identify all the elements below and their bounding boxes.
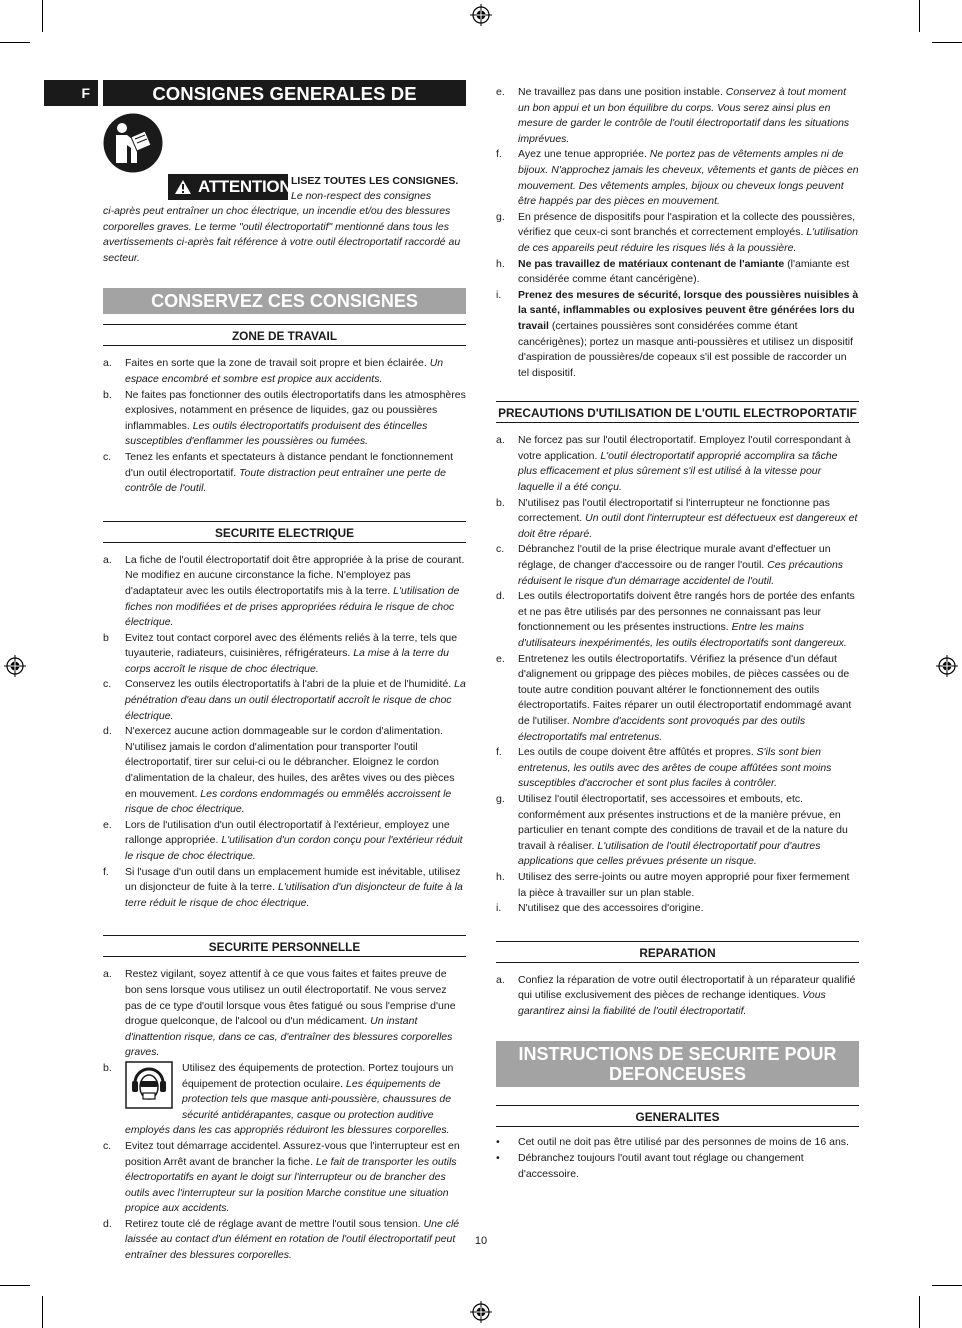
registration-mark-icon	[470, 1301, 492, 1323]
intro-inline-text: Le non-respect des consignes	[291, 190, 432, 202]
item-consequence-text: L'utilisation d'un cordon conçu pour l'extérieur réduit le risque de choc électrique.	[125, 834, 463, 862]
item-text: Utilisez l'outil électroportatif, ses accessoires et embouts, etc. conformément aux présentes instructions et de la manière prévue, en particulier en tenant compte des conditions de travail et de la nature du travail à réaliser.	[518, 792, 848, 852]
attention-label: ATTENTION	[198, 177, 292, 196]
section-items	[496, 433, 859, 916]
item-letter: e.	[103, 818, 112, 831]
registration-mark-icon	[470, 4, 492, 26]
item-text: N'utilisez que des accessoires d'origine.	[518, 902, 704, 915]
item-letter: i.	[496, 288, 502, 301]
item-letter: a.	[496, 973, 505, 986]
section-heading: PRECAUTIONS D'UTILISATION DE L'OUTIL ELECTROPORTATIF	[496, 401, 859, 423]
section-heading: ZONE DE TRAVAIL	[103, 324, 466, 346]
list-item	[496, 870, 859, 901]
item-consequence-text: Les outils électroportatifs produisent des étincelles susceptibles d'enflammer les poussières ou fumées.	[125, 419, 428, 448]
read-manual-icon	[103, 113, 163, 173]
crop-mark	[932, 1285, 962, 1286]
item-consequence-text: Conservez à tout moment un bon appui et un bon équilibre du corps. Vous serez ainsi plus en mesure de garder le contrôle de l'outil électroportatif dans les situations imprévues.	[518, 86, 850, 145]
list-item	[103, 356, 466, 387]
crop-mark	[42, 0, 43, 32]
item-letter: c.	[103, 678, 112, 691]
item-text: Conservez les outils électroportatifs à l'abri de la pluie et de l'humidité.	[125, 678, 452, 691]
item-consequence-text: Nombre d'accidents sont provoqués par des outils électroportatifs mal entretenus.	[518, 714, 806, 743]
bullet-list	[496, 1135, 859, 1182]
item-bold-text: Prenez des mesures de sécurité, lorsque des poussières nuisibles à la santé, inflammables ou explosives peuvent être générées lors du travail	[518, 288, 859, 332]
item-letter: c.	[103, 450, 112, 463]
item-consequence-text: Un instant d'inattention risque, dans ce cas, d'entraîner des blessures corporelles graves.	[125, 1015, 453, 1059]
page-number: 10	[474, 1235, 488, 1247]
list-item	[496, 901, 859, 917]
item-letter: e.	[496, 86, 505, 98]
item-consequence-text: Ces précautions réduisent le risque d'un démarrage accidentel de l'outil.	[518, 559, 844, 587]
read-all-text: LISEZ TOUTES LES CONSIGNES.	[291, 175, 459, 187]
bullet-text: Débranchez toujours l'outil avant tout réglage ou changement d'accessoire.	[518, 1152, 804, 1180]
list-item	[103, 1139, 466, 1217]
item-letter: a.	[496, 434, 505, 447]
item-letter: g.	[496, 210, 505, 223]
item-text: N'utilisez pas l'outil électroportatif si l'interrupteur ne fonctionne pas correctement.	[518, 496, 830, 525]
item-letter: b	[103, 631, 109, 644]
item-consequence-text: Vous garantirez ainsi la fiabilité de l'outil électroportatif.	[518, 989, 826, 1017]
item-text: (certaines poussières sont considérées comme étant cancérigènes); portez un masque anti-poussières et utilisez un dispositif d'aspiration de poussières/de copeaux s'il est possible de raccorder un tel dispositif.	[518, 319, 854, 379]
item-consequence-text: L'utilisation de l'outil électroportatif pour d'autres applications que celles prévues présente un risque.	[518, 839, 821, 868]
list-item	[496, 589, 859, 651]
item-letter: d.	[103, 725, 112, 738]
item-consequence-text: L'outil électroportatif approprié accomplira sa tâche plus efficacement et plus sûrement s'il est utilisé à la vitesse pour laquelle il a été conçu.	[518, 449, 838, 494]
list-item	[496, 433, 859, 495]
section-items	[103, 356, 466, 496]
intro-text: ci-après peut entraîner un choc électrique, un incendie et/ou des blessures corporelles graves. Le terme "outil électroportatif" mentionné dans tous les avertissements ci-après fait référence à votre outil électroportatif raccordé au secteur.	[103, 205, 461, 264]
item-letter: c.	[496, 543, 505, 556]
bullet-item	[496, 1151, 859, 1182]
list-item	[496, 542, 859, 589]
item-consequence-text: Le fait de transporter les outils électroportatifs en ayant le doigt sur l'interrupteur ou de brancher des outils avec l'interrupteur sur la position Marche constitue une situation propice aux accidents.	[125, 1155, 457, 1215]
left-column	[103, 80, 466, 1264]
item-consequence-text: Les cordons endommagés ou emmêlés accroissent le risque de choc électrique.	[125, 787, 452, 816]
item-letter: a.	[103, 968, 112, 981]
item-text: Ne travaillez pas dans une position instable.	[518, 86, 723, 98]
item-text: Ne forcez pas sur l'outil électroportatif. Employez l'outil correspondant à votre application.	[518, 434, 851, 462]
item-text: Utilisez des équipements de protection. Portez toujours un équipement de protection oculaire.	[182, 1061, 454, 1090]
list-item	[103, 631, 466, 678]
generalites-title: GENERALITES	[496, 1105, 859, 1127]
item-text: Confiez la réparation de votre outil électroportatif à un réparateur qualifié qui utilise exclusivement des pièces de rechange identiques.	[518, 973, 856, 1002]
item-letter: a.	[103, 357, 112, 370]
list-item	[103, 553, 466, 631]
continued-items	[496, 85, 859, 381]
item-letter: f.	[496, 148, 502, 161]
item-letter: f.	[103, 865, 109, 878]
item-text: Restez vigilant, soyez attentif à ce que vous faites et faites preuve de bon sens lorsque vous utilisez un outil électroportatif. Ne vous servez pas de ce type d'outil lorsque vous êtes fatigué ou sous l'emprise d'une drogue quelconque, de l'alcool ou d'un médicament.	[125, 968, 456, 1028]
list-item	[496, 792, 859, 870]
item-text: Faites en sorte que la zone de travail soit propre et bien éclairée.	[125, 357, 427, 370]
bullet-item	[496, 1135, 859, 1151]
item-letter: g.	[496, 792, 505, 805]
item-letter: d.	[103, 1217, 112, 1230]
registration-mark-icon	[936, 655, 958, 677]
item-letter: d.	[496, 590, 505, 603]
item-text: (l'amiante est considérée comme étant cancérigène).	[518, 257, 850, 286]
item-letter: f.	[496, 746, 502, 759]
item-text: Les outils de coupe doivent être affûtés et propres.	[518, 746, 754, 759]
list-item	[103, 724, 466, 818]
intro-header	[291, 174, 466, 204]
item-text: Débranchez l'outil de la prise électrique murale avant d'effectuer un réglage, de changer d'accessoire ou de ranger l'outil.	[518, 543, 831, 572]
item-letter: i.	[496, 902, 502, 915]
conserve-title: CONSERVEZ CES CONSIGNES	[103, 288, 466, 314]
list-item	[496, 496, 859, 543]
crop-mark	[932, 42, 962, 43]
crop-mark	[0, 42, 30, 43]
item-consequence-text: L'utilisation de ces appareils peut réduire les risques liés à la poussière.	[518, 226, 858, 254]
item-text: Retirez toute clé de réglage avant de mettre l'outil sous tension.	[125, 1217, 421, 1230]
item-text: Evitez tout contact corporel avec des éléments reliés à la terre, tels que tuyauterie, radiateurs, cuisinières, réfrigérateurs.	[125, 631, 458, 660]
item-consequence-text: Toute distraction peut entraîner une perte de contrôle de l'outil.	[125, 466, 446, 495]
section-items	[496, 973, 859, 1020]
section-items	[103, 553, 466, 912]
list-item	[496, 973, 859, 1020]
item-text: N'exercez aucune action dommageable sur le cordon d'alimentation. N'utilisez jamais le cordon d'alimentation pour transporter l'outil électroportatif, tirer sur celui-ci ou le débrancher. Eloignez le cordon d'alimentation de la chaleur, des huiles, des arêtes vives ou des pièces en mouvement.	[125, 725, 455, 800]
item-consequence-text: Entre les mains d'utilisateurs inexpérimentés, les outils électroportatifs sont dangereux.	[518, 621, 847, 649]
item-text: Si l'usage d'un outil dans un emplacement humide est inévitable, utilisez un disjoncteur de fuite à la terre.	[125, 865, 461, 894]
item-letter: h.	[496, 870, 505, 883]
section-items	[103, 967, 466, 1263]
item-text: La fiche de l'outil électroportatif doit être appropriée à la prise de courant. Ne modifiez en aucune circonstance la fiche. N'employez pas d'adaptateur avec les outils électroportatifs mis à la terre.	[125, 553, 465, 597]
list-item	[496, 257, 859, 288]
warning-triangle-icon	[174, 179, 192, 195]
list-item	[103, 450, 466, 497]
item-text: Les outils électroportatifs doivent être rangés hors de portée des enfants et ne pas être utilisés par des personnes ne connaissant pas leur fonctionnement ou les présentes instructions.	[518, 590, 855, 634]
item-consequence-text: La mise à la terre du corps accroît le risque de choc électrique.	[125, 647, 449, 675]
item-consequence-text: Un outil dont l'interrupteur est défectueux est dangereux et doit être réparé.	[518, 512, 858, 540]
protective-gear-icon	[125, 1061, 173, 1109]
list-item	[103, 388, 466, 450]
list-item	[496, 745, 859, 792]
crop-mark	[42, 1296, 43, 1328]
registration-mark-icon	[4, 655, 26, 677]
item-letter: c.	[103, 1139, 112, 1152]
item-text: En présence de dispositifs pour l'aspiration et la collecte des poussières, vérifiez que ceux-ci sont branchés et correctement employés.	[518, 210, 856, 239]
item-letter: e.	[496, 652, 505, 665]
main-title: CONSIGNES GENERALES DE SECURITE	[103, 80, 466, 106]
item-consequence-text: La pénétration d'eau dans un outil électroportatif accroît le risque de choc électrique.	[125, 678, 466, 722]
item-consequence-text: Un espace encombré et sombre est propice aux accidents.	[125, 357, 444, 385]
list-item	[496, 652, 859, 746]
list-item	[103, 1061, 466, 1139]
item-text: Entretenez les outils électroportatifs. Vérifiez la présence d'un défaut d'alignement ou grippage des pièces mobiles, de pièces cassées ou de toute autre condition pouvant altérer le fonctionnement des outils électroportatifs. Faites réparer un outil électroportatif endommagé avant de l'utiliser.	[518, 652, 852, 727]
section-heading: REPARATION	[496, 941, 859, 963]
crop-mark	[919, 1296, 920, 1328]
item-consequence-text: L'utilisation d'un disjoncteur de fuite à la terre réduit le risque de choc électrique.	[125, 881, 463, 909]
bullet-icon: •	[496, 1136, 500, 1149]
bullet-icon: •	[496, 1152, 500, 1165]
item-text: Lors de l'utilisation d'un outil électroportatif à l'extérieur, employez une rallonge appropriée.	[125, 818, 450, 847]
attention-badge	[168, 174, 292, 200]
list-item	[496, 85, 859, 147]
item-letter: a.	[103, 553, 112, 566]
list-item	[103, 818, 466, 865]
instructions-title: INSTRUCTIONS DE SECURITE POUR DEFONCEUSES	[496, 1041, 859, 1087]
language-tab: F	[44, 80, 98, 106]
item-consequence-text: Les équipements de protection tels que masque anti-poussière, chaussures de sécurité antidérapantes, casque ou protection auditive employés dans les cas appropriés réduiront les blessures corporelles.	[125, 1077, 452, 1137]
item-consequence-text: Une clé laissée au contact d'un élément en rotation de l'outil électroportatif peut entraîner des blessures corporelles.	[125, 1217, 460, 1262]
item-bold-text: Ne pas travaillez de matériaux contenant de l'amiante	[518, 257, 785, 270]
item-letter: b.	[103, 1061, 112, 1074]
item-text: Utilisez des serre-joints ou autre moyen approprié pour fixer fermement la pièce à travailler sur un plan stable.	[518, 870, 850, 899]
item-consequence-text: S'ils sont bien entretenus, les outils avec des arêtes de coupe affûtées sont moins susceptibles d'accrocher et sont plus faciles à contrôler.	[518, 746, 832, 790]
section-heading: SECURITE ELECTRIQUE	[103, 521, 466, 543]
item-letter: b.	[496, 496, 505, 509]
crop-mark	[919, 0, 920, 32]
left-sections	[103, 324, 466, 1263]
list-item	[103, 865, 466, 912]
section-heading: SECURITE PERSONNELLE	[103, 935, 466, 957]
item-letter: b.	[103, 388, 112, 401]
list-item	[496, 288, 859, 382]
crop-mark	[0, 1285, 30, 1286]
list-item	[103, 967, 466, 1061]
right-sections	[496, 401, 859, 1019]
item-text: Ayez une tenue appropriée.	[518, 148, 647, 161]
item-consequence-text: L'utilisation de fiches non modifiées et de prises appropriées réduira le risque de choc électrique.	[125, 584, 460, 629]
bullet-text: Cet outil ne doit pas être utilisé par des personnes de moins de 16 ans.	[518, 1136, 849, 1149]
item-text: Ne faites pas fonctionner des outils électroportatifs dans les atmosphères explosives, notamment en présence de liquides, gaz ou poussières inflammables.	[125, 388, 466, 432]
item-letter: h.	[496, 257, 505, 270]
list-item	[496, 210, 859, 257]
right-column	[496, 85, 859, 1182]
list-item	[103, 677, 466, 724]
item-consequence-text: Ne portez pas de vêtements amples ni de bijoux. N'approchez jamais les cheveux, vêtements et gants de pièces en mouvement. Des vêtements amples, bijoux ou cheveux longs peuvent être happés par des pièces en mouvement.	[518, 148, 859, 208]
list-item	[496, 147, 859, 209]
warning-block	[103, 113, 466, 202]
item-text: Tenez les enfants et spectateurs à distance pendant le fonctionnement d'un outil électroportatif.	[125, 450, 454, 479]
item-text: Evitez tout démarrage accidentel. Assurez-vous que l'interrupteur est en position Arrêt avant de brancher la fiche.	[125, 1139, 460, 1168]
